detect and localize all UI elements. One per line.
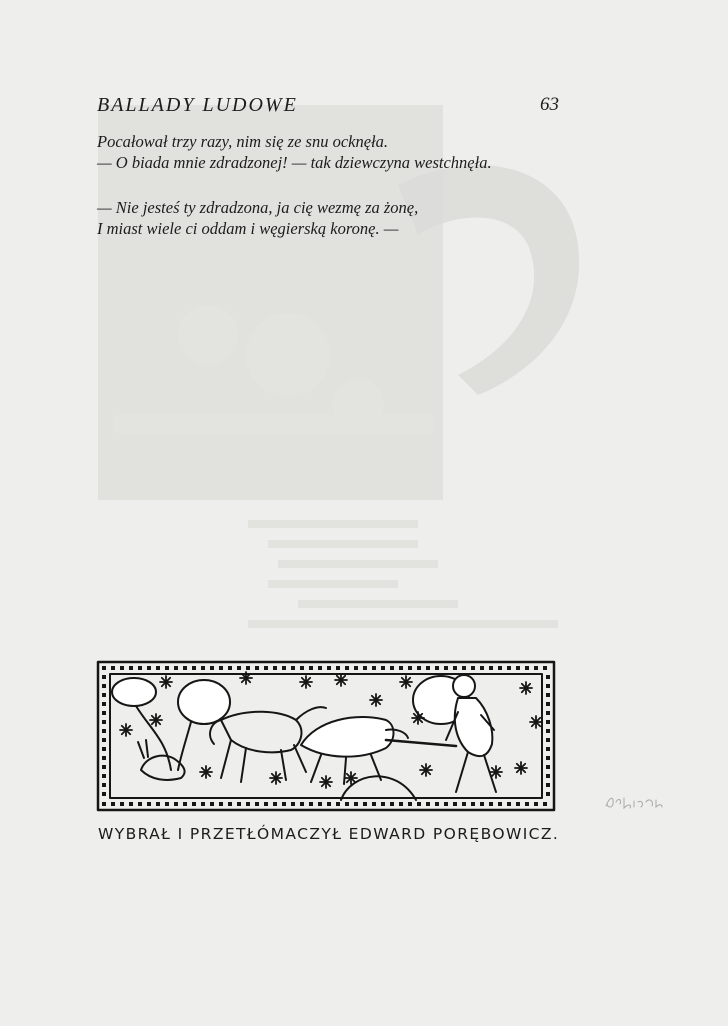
stanza-2 — [97, 197, 418, 239]
border-dot — [201, 802, 205, 806]
border-dot — [165, 666, 169, 670]
border-dot — [462, 802, 466, 806]
border-dot — [246, 666, 250, 670]
border-dot — [156, 666, 160, 670]
border-dot — [147, 666, 151, 670]
border-dot — [102, 720, 106, 724]
border-dot — [282, 802, 286, 806]
border-dot — [102, 684, 106, 688]
star-motif — [490, 766, 502, 778]
border-dot — [147, 802, 151, 806]
border-dot — [102, 756, 106, 760]
border-dot — [399, 802, 403, 806]
border-dot — [102, 729, 106, 733]
border-dot — [354, 666, 358, 670]
border-dot — [480, 802, 484, 806]
star-motif — [520, 682, 532, 694]
border-dot — [264, 802, 268, 806]
border-dot — [546, 747, 550, 751]
border-dot — [273, 802, 277, 806]
border-dot — [345, 666, 349, 670]
border-dot — [300, 802, 304, 806]
border-dot — [354, 802, 358, 806]
border-dot — [516, 666, 520, 670]
border-dot — [102, 774, 106, 778]
verse-line: — O biada mnie zdradzonej! — tak dziewczyna westchnęła. — [97, 153, 492, 172]
border-dot — [543, 802, 547, 806]
border-dot — [102, 693, 106, 697]
border-dot — [282, 666, 286, 670]
border-dot — [546, 756, 550, 760]
border-dot — [507, 802, 511, 806]
pencil-signature — [604, 792, 664, 812]
star-motif — [160, 676, 172, 688]
border-dot — [102, 802, 106, 806]
border-dot — [372, 666, 376, 670]
border-dot — [255, 666, 259, 670]
border-dot — [516, 802, 520, 806]
border-dot — [462, 666, 466, 670]
translator-credit: WYBRAŁ I PRZETŁÓMACZYŁ EDWARD PORĘBOWICZ. — [98, 825, 560, 843]
border-dot — [102, 711, 106, 715]
border-dot — [498, 666, 502, 670]
verse-line: Pocałował trzy razy, nim się ze snu ocknęła. — [97, 132, 389, 151]
border-dot — [102, 765, 106, 769]
border-dot — [546, 774, 550, 778]
star-motif — [345, 772, 357, 784]
border-dot — [534, 666, 538, 670]
star-motif — [530, 716, 542, 728]
running-header-title: BALLADY LUDOWE — [97, 94, 298, 116]
border-dot — [381, 666, 385, 670]
border-dot — [489, 802, 493, 806]
star-motif — [515, 762, 527, 774]
border-dot — [546, 675, 550, 679]
woodcut-illustration — [96, 660, 556, 812]
border-dot — [102, 747, 106, 751]
border-dot — [546, 729, 550, 733]
border-dot — [336, 802, 340, 806]
border-dot — [183, 666, 187, 670]
border-dot — [102, 675, 106, 679]
star-motif — [420, 764, 432, 776]
border-dot — [435, 802, 439, 806]
border-dot — [345, 802, 349, 806]
border-dot — [291, 666, 295, 670]
border-dot — [219, 666, 223, 670]
show-through-ghost-image — [98, 105, 588, 665]
border-dot — [525, 666, 529, 670]
star-motif — [300, 676, 312, 688]
border-dot — [435, 666, 439, 670]
border-dot — [546, 792, 550, 796]
border-dot — [471, 802, 475, 806]
border-dot — [138, 802, 142, 806]
border-dot — [246, 802, 250, 806]
border-dot — [228, 666, 232, 670]
border-dot — [210, 666, 214, 670]
border-dot — [102, 783, 106, 787]
border-dot — [453, 802, 457, 806]
border-dot — [102, 666, 106, 670]
border-dot — [363, 666, 367, 670]
border-dot — [318, 666, 322, 670]
border-dot — [546, 684, 550, 688]
border-dot — [480, 666, 484, 670]
border-dot — [138, 666, 142, 670]
star-motif — [240, 672, 252, 684]
border-dot — [327, 666, 331, 670]
border-dot — [408, 802, 412, 806]
border-dot — [165, 802, 169, 806]
border-dot — [507, 666, 511, 670]
border-dot — [336, 666, 340, 670]
border-dot — [183, 802, 187, 806]
star-motif — [370, 694, 382, 706]
border-dot — [426, 666, 430, 670]
border-dot — [111, 666, 115, 670]
border-dot — [129, 802, 133, 806]
border-dot — [102, 738, 106, 742]
border-dot — [444, 802, 448, 806]
border-dot — [546, 720, 550, 724]
verse-line: I miast wiele ci oddam i węgierską koronę. — — [97, 219, 399, 238]
star-motif — [412, 712, 424, 724]
border-dot — [264, 666, 268, 670]
border-dot — [546, 765, 550, 769]
border-dot — [102, 702, 106, 706]
border-dot — [390, 802, 394, 806]
star-motif — [120, 724, 132, 736]
star-motif — [320, 776, 332, 788]
star-motif — [270, 772, 282, 784]
border-dot — [417, 666, 421, 670]
border-dot — [453, 666, 457, 670]
border-dot — [546, 702, 550, 706]
border-dot — [489, 666, 493, 670]
border-dot — [255, 802, 259, 806]
border-dot — [372, 802, 376, 806]
border-dot — [273, 666, 277, 670]
border-dot — [390, 666, 394, 670]
border-dot — [444, 666, 448, 670]
border-dot — [363, 802, 367, 806]
border-dot — [399, 666, 403, 670]
star-motif — [200, 766, 212, 778]
border-dot — [156, 802, 160, 806]
border-dot — [546, 711, 550, 715]
border-dot — [291, 802, 295, 806]
border-dot — [417, 802, 421, 806]
border-dot — [546, 738, 550, 742]
border-dot — [111, 802, 115, 806]
border-dot — [228, 802, 232, 806]
border-dot — [201, 666, 205, 670]
border-dot — [534, 802, 538, 806]
border-dot — [309, 802, 313, 806]
border-dot — [237, 802, 241, 806]
border-dot — [381, 802, 385, 806]
border-dot — [309, 666, 313, 670]
border-dot — [546, 693, 550, 697]
stanza-1 — [97, 131, 492, 173]
border-dot — [327, 802, 331, 806]
border-dot — [525, 802, 529, 806]
border-dot — [102, 792, 106, 796]
border-dot — [219, 802, 223, 806]
star-motif — [150, 714, 162, 726]
border-dot — [120, 666, 124, 670]
border-dot — [120, 802, 124, 806]
border-dot — [129, 666, 133, 670]
verse-line: — Nie jesteś ty zdradzona, ja cię wezmę za żonę, — [97, 198, 419, 217]
border-dot — [498, 802, 502, 806]
border-dot — [210, 802, 214, 806]
border-dot — [471, 666, 475, 670]
border-dot — [300, 666, 304, 670]
border-dot — [426, 802, 430, 806]
border-dot — [237, 666, 241, 670]
border-dot — [192, 802, 196, 806]
star-motif — [335, 674, 347, 686]
border-dot — [174, 802, 178, 806]
border-dot — [408, 666, 412, 670]
page-number: 63 — [540, 94, 559, 115]
border-dot — [318, 802, 322, 806]
border-dot — [192, 666, 196, 670]
star-motif — [400, 676, 412, 688]
border-dot — [174, 666, 178, 670]
border-dot — [543, 666, 547, 670]
border-dot — [546, 783, 550, 787]
